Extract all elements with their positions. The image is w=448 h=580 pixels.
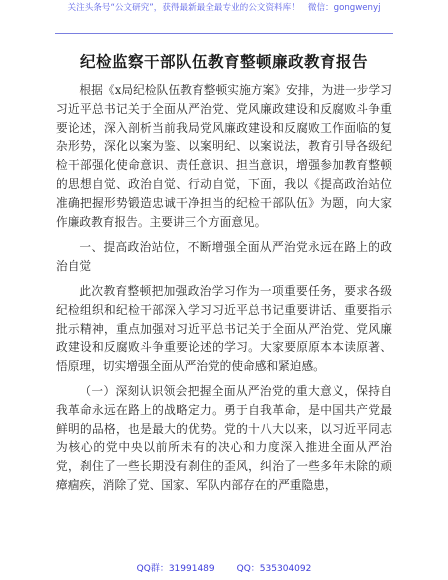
subsection-paragraph-1: （一）深刻认识领会把握全面从严治党的重大意义，保持自我革命永远在路上的战略定力。勇于自我革命，是中国共产党最鲜明的品格，也是最大的优势。党的十八大以来，以习近平同志为核心的党中央以前所未有的决心和力度深入推进全面从严治党，刹住了一些长期没有刹住的歪风，纠治了一些多年未除的顽瘴痼疾，消除了党、国家、军队内部存在的严重隐患， — [56, 383, 392, 492]
document-body — [56, 81, 392, 495]
banner-promo-text: 关注头条号“公文研究”，获得最新最全最专业的公文资料库！ — [67, 3, 300, 13]
document-title: 纪检监察干部队伍教育整顿廉政教育报告 — [79, 52, 368, 71]
header-divider — [55, 33, 393, 34]
intro-paragraph: 根据《x局纪检队伍教育整顿实施方案》安排，为进一步学习习近平总书记关于全面从严治党、党风廉政建设和反腐败斗争重要论述，深入剖析当前我局党风廉政建设和反腐败工作面临的复杂形势，深化以案为鉴、以案明纪、以案说法，教育引导各级纪检干部强化使命意识、责任意识、担当意识，增强参加教育整顿的思想自觉、政治自觉、行动自觉，下面，我以《提高政治站位准确把握形势锻造忠诚干净担当的纪检干部队伍》为题，向大家作廉政教育报告。主要讲三个方面意见。 — [56, 83, 392, 229]
header-banner — [0, 2, 448, 14]
banner-wechat-text: 微信：gongwenyj — [307, 3, 381, 13]
page-footer — [0, 561, 448, 574]
footer-qq-group: QQ群：31991489 — [136, 564, 215, 574]
section-heading-1: 一、提高政治站位，不断增强全面从严治党永远在路上的政治自觉 — [56, 240, 392, 274]
footer-qq: QQ：535304092 — [236, 564, 312, 574]
body-paragraph-2: 此次教育整顿把加强政治学习作为一项重要任务，要求各级纪检组织和纪检干部深入学习习近平总书记重要讲话、重要指示批示精神，重点加强对习近平总书记关于全面从严治党、党风廉政建设和反腐败斗争重要论述的学习。大家要原原本本读原著、悟原理，切实增强全面从严治党的使命感和紧迫感。 — [56, 283, 392, 374]
